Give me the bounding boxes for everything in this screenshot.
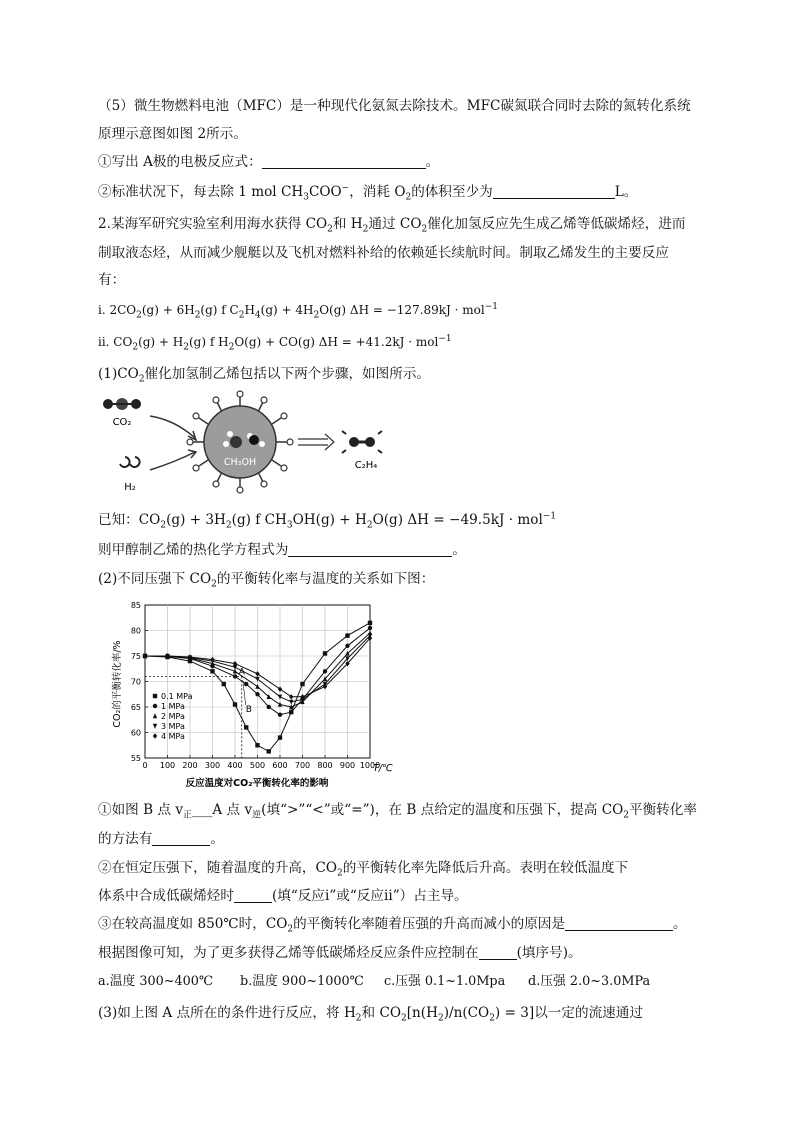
chart-point-series-1 [300,682,304,686]
chart-legend-marker-5 [153,733,157,738]
answer-blank-reason[interactable] [565,916,673,931]
chart-point-series-1 [222,682,226,686]
mechanism-diagram [100,390,400,500]
q-part2-1b: 的方法有 。 [98,831,224,847]
chart-legend-marker-4 [153,724,157,729]
chart-x-tick-label: 0 [142,761,148,770]
h2-label: H₂ [124,482,136,493]
chart-point-series-2 [368,626,372,630]
option-c: c.压强 0.1~1.0Mpa [384,974,506,989]
chart-y-tick-label: 70 [130,677,141,687]
answer-blank-electrode[interactable] [262,154,426,169]
q-part2-3: ③在较高温度如 850℃时，$CO_2$的平衡转化率随着压强的升高而减小的原因是 。 [98,916,687,935]
c2h4-label: C₂H₄ [354,460,378,471]
chart-point-series-1 [244,725,248,729]
chart-point-series-5 [255,671,259,676]
option-d: d.压强 2.0~3.0MPa [528,974,651,989]
chart-legend-label-2: 1 MPa [161,702,185,711]
chart-point-series-1 [368,621,372,625]
chart-point-series-1 [233,702,237,706]
chart-point-series-5 [289,694,293,699]
q5-item1: ①写出 A极的电极反应式： 。 [98,154,440,170]
answer-blank-o2-volume[interactable] [493,184,615,199]
q2-intro-line1: 2.某海军研究实验室利用海水获得 $CO_2$和 $H_2$通过 $CO_2$催化加氢反应先生成乙烯等低碳烯烃，进而 [98,216,686,235]
q-part2-2: ②在恒定压强下，随着温度的升高，$CO_2$的平衡转化率先降低后升高。表明在较低温度下 [98,860,629,879]
chart-y-tick-label: 85 [130,601,141,610]
chart-point-series-1 [278,735,282,739]
chart-legend-label-3: 2 MPa [161,712,185,721]
chart-y-tick-label: 80 [130,626,141,636]
chart-y-tick-label: 55 [130,754,141,763]
chart-legend-marker-3 [153,713,157,718]
q5-item2: ②标准状况下，每去除 1 mol $CH_3COO^-$，消耗 $O_2$的体积至少为 L。 [98,183,638,203]
q2-intro-line2: 制取液态烃，从而减少舰艇以及飞机对燃料补给的依赖延长续航时间。制取乙烯发生的主要反应 [98,245,669,261]
chart-legend-marker-1 [153,694,157,698]
part2-title: (2)不同压强下 $CO_2$的平衡转化率与温度的关系如下图： [98,571,435,590]
chart-point-series-1 [323,651,327,655]
chart-x-tick-label: 600 [272,761,288,770]
chart-x-tick-label: 500 [249,761,266,770]
catalyst-intermediate-label: CH₃OH [223,457,257,468]
chart-x-axis-label: T/℃ [373,763,393,774]
chart-legend-label-5: 4 MPa [161,732,185,741]
chart-point-series-4 [255,677,259,682]
chart-x-tick-label: 900 [339,761,356,770]
chart-x-tick-label: 800 [317,761,333,770]
chart-x-tick-label: 100 [159,761,176,770]
chart-legend-label-1: 0.1 MPa [161,692,193,701]
co2-conversion-chart [104,596,394,792]
answer-blank-equation[interactable] [288,542,452,557]
q2-intro-line3: 有： [98,272,126,288]
known-equation: 已知：$CO_2(g) + 3H_2(g)$ f $CH_3OH(g) + H_2O(g) \Delta H = -49.5kJ \cdot mol^{-1}$ [98,511,557,531]
reaction-ii: ⅱ. $CO_2(g) + H_2(g)$ f $H_2O(g) + CO(g) \Delta H = +41.2kJ \cdot mol^{-1}$ [98,334,452,353]
chart-y-tick-label: 60 [130,728,141,738]
q-part2-2b: 体系中合成低碳烯烃时 (填“反应ⅰ”或“反应ⅱ”）占主导。 [98,888,468,904]
chart-point-series-2 [244,682,248,686]
chart-point-series-2 [323,669,327,673]
chart-y-tick-label: 75 [130,652,141,661]
chart-x-tick-label: 700 [294,761,311,770]
arrow-co2-icon [150,416,195,438]
chart-point-series-2 [278,712,282,716]
chart-x-tick-label: 400 [227,761,243,770]
chart-x-tick-label: 1000 [359,761,381,770]
chart-point-series-2 [289,710,293,714]
chart-point-series-2 [267,705,271,709]
chart-point-series-1 [255,743,259,747]
chart-point-series-4 [289,700,293,705]
chart-annotation-a: A [238,667,245,678]
methanol-equation-prompt: 则甲醇制乙烯的热化学方程式为 。 [98,542,466,558]
double-arrow-icon [298,434,334,450]
chart-y-tick-label: 65 [130,703,141,712]
chart-point-series-1 [345,633,349,637]
part1-title: $(1)CO_2$催化加氢制乙烯包括以下两个步骤，如图所示。 [98,366,431,385]
chart-x-tick-label: 200 [182,761,198,770]
arrow-h2-icon [150,452,195,470]
h2-molecule-icon [120,457,140,467]
chart-point-series-2 [255,692,259,696]
chart-point-series-1 [210,669,214,673]
option-b: b.温度 900~1000℃ [240,974,364,989]
answer-blank-conditions[interactable] [479,945,517,960]
answer-blank-dominant-reaction[interactable] [234,888,272,903]
part3-intro: (3)如上图 A 点所在的条件进行反应，将 $H_2$和 $CO_2[n(H_2)/n(CO_2) = 3]$以一定的流速通过 [98,1005,643,1024]
q-part2-1: ①如图 B 点 $v_正\_\_\_A$ 点 $v_逆$(填“>”“<”或“=”)，在 B 点给定的温度和压强下，提高 $CO_2$平衡转化率 [98,802,697,821]
option-a: a.温度 300~400℃ [98,974,214,989]
chart-y-axis-label: CO₂的平衡转化率/% [112,640,123,728]
q5-intro-line2: 原理示意图如图 2所示。 [98,126,247,142]
ethylene-molecule-icon [342,431,382,453]
answer-blank-method[interactable] [152,831,210,846]
chart-legend-marker-2 [153,704,157,708]
q5-intro-line1: （5）微生物燃料电池（MFC）是一种现代化氨氮去除技术。MFC碳氮联合同时去除的氮转化系统 [98,98,691,114]
chart-x-tick-label: 300 [204,761,221,770]
chart-legend-label-4: 3 MPa [161,722,185,731]
chart-point-series-1 [267,749,271,753]
chart-point-series-5 [278,686,282,691]
chart-point-series-2 [345,644,349,648]
chart-point-series-3 [255,684,259,689]
co2-label: CO₂ [112,417,132,428]
co2-molecule-icon [103,398,141,410]
chart-point-series-3 [278,702,282,707]
chart-annotation-b: B [245,704,252,715]
reaction-i: ⅰ. $2CO_2(g) + 6H_2(g)$ f $C_2H_4(g) + 4H_2O(g) \Delta H = -127.89kJ \cdot mol^{-1}$ [98,302,499,321]
chart-title: 反应温度对CO₂平衡转化率的影响 [185,778,329,789]
catalyst-sphere-icon [187,391,293,493]
q-part2-conditions: 根据图像可知，为了更多获得乙烯等低碳烯烃反应条件应控制在 (填序号)。 [98,945,582,961]
